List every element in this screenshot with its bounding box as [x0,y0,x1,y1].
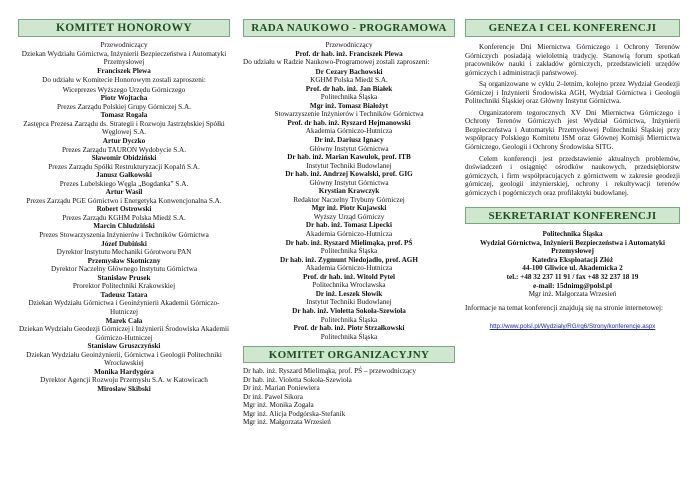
honorary-member-name: Przemysław Skotniczny [87,256,161,265]
honorary-member-role: Zastępca Prezesa Zarządu ds. Strategii i Rozwoju Jastrzębskiej Spółki Węglowej S.A. [23,119,225,137]
secretariat-contact-person: Mgr inż. Małgorzata Wrzesień [528,290,617,299]
honorary-committee-column [18,0,230,393]
honorary-chair-label: Przewodniczący [100,41,148,49]
genesis-paragraph: Konferencje Dni Miernictwa Górniczego i Ochrony Terenów Górniczych posiadają wieloletnią tradycję. Stanowią forum spotkań pracowników nauki i zakładów górniczych, przedstawicieli urzędów górniczych i administracji państwowej. [465,43,680,77]
honorary-member-name: Stanisław Gruszczyński [87,342,161,351]
organizing-member: Dr hab. inż. Ryszard Mielimąka, prof. PŚ – przewodniczący [243,367,416,376]
council-intro: Do udziału w Radzie Naukowo-Programowej zostali zaproszeni: [243,58,430,67]
honorary-member-name: Piotr Wojtacha [100,94,148,103]
honorary-chair-name: Franciszek Plewa [97,66,151,75]
organizing-member: Mgr inż. Małgorzata Wrzesień [243,418,331,427]
genesis-header: GENEZA I CEL KONFERENCJI [465,19,680,37]
secretariat-phone: tel.: +48 32 237 11 91 / fax +48 32 237 18 19 [506,273,639,282]
genesis-paragraph: Są organizowane w cyklu 2–letnim, kolejno przez Wydział Geodezji Górniczej i Inżynierii Środowiska AGH, Wydział Górnictwa i Geologii Politechniki Śląskiej oraz Główny Instytut Górnictwa. [465,80,680,106]
honorary-member-name: Stanisław Prusek [97,273,151,282]
honorary-member-name: Mirosław Skibski [97,384,151,393]
council-member-affiliation: Stowarzyszenie Inżynierów i Techników Górnictwa [274,110,424,119]
council-member-affiliation: KGHM Polska Miedź S.A. [310,76,388,85]
conference-info-column [465,0,680,333]
genesis-paragraph: Celem konferencji jest przedstawienie aktualnych problemów, doświadczeń i osiągnięć ośrodków naukowych, przedsiębiorstw górniczych, i firm współpracujących z górnictwem w zakresie geodezji górniczej, geologii inżynierskiej, ochrony i rekultywacji terenów górniczych i pogórniczych oraz profilaktyki budowlanej. [465,154,680,197]
honorary-member-name: Marek Cała [105,316,143,325]
secretariat-address: 44-100 Gliwice ul. Akademicka 2 [522,264,623,273]
council-member-affiliation: Akademia Górniczo-Hutnicza [305,264,393,273]
council-member-affiliation: Politechnika Wrocławska [312,281,386,290]
honorary-member-role: Wiceprezes Wyższego Urzędu Górniczego [62,85,186,94]
organizing-member: Mgr inż. Alicja Podgórska-Stefanik [243,409,346,418]
council-chair-name: Prof. dr hab. inż. Franciszek Plewa [295,49,403,58]
honorary-member-role: Prezes Zarządu Spółki Restrukturyzacji Kopalń S.A. [48,162,200,171]
honorary-member-role: Prezes Zarządu KGHM Polska Miedź S.A. [62,213,186,222]
council-member-name: Prof. dr hab. inż. Jan Białek [305,84,393,93]
honorary-member-role: Prezes Zarządu PGE Górnictwo i Energetyka Konwencjonalna S.A. [26,196,222,205]
honorary-member-role: Dziekan Wydziału Geodezji Górniczej i Inżynierii Środowiska Akademii Górniczo-Hutniczej [18,325,229,342]
honorary-member-name: Artur Dyczko [102,137,146,146]
secretariat-header: SEKRETARIAT KONFERENCJI [465,207,680,224]
council-member-name: Dr hab. inż. Zygmunt Niedojadło, prof. AGH [280,255,418,264]
organizing-member: Dr hab. inż. Violetta Sokoła-Szewioła [243,375,352,384]
council-member-affiliation: Wyższy Urząd Górniczy [313,212,385,221]
council-member-affiliation: Główny Instytut Górnictwa [309,144,389,153]
honorary-member-role: Dziekan Wydziału Górnictwa i Geoinżynierii Akademii Górniczo-Hutniczej [28,299,220,316]
council-member-name: Prof. dr hab. inż. Piotr Strzałkowski [293,324,405,333]
council-member-affiliation: Politechnika Śląska [320,93,378,102]
council-member-name: Mgr inż. Tomasz Białożyt [309,101,389,110]
honorary-chair-role: Dziekan Wydziału Górnictwa, Inżynierii Bezpieczeństwa i Automatyki Przemysłowej [21,49,227,67]
conference-website-link[interactable]: http://www.polsl.pl/Wydzialy/RG/rg6/Strony/konferencje.aspx [489,323,656,331]
council-member-name: Prof. dr hab. inż. Witold Pytel [302,272,396,281]
council-member-name: Dr Cezary Bachowski [315,67,383,76]
honorary-member-role: Prorektor Politechniki Krakowskiej [72,282,176,291]
council-member-affiliation: Politechnika Śląska [320,247,378,256]
council-member-name: Krystian Krawczyk [318,187,380,196]
honorary-member-role: Dziekan Wydziału Geoinżynierii, Górnictwa i Geologii Politechniki Wrocławskiej [26,350,222,368]
council-member-name: Dr inż. Dariusz Ignacy [314,136,384,145]
council-member-name: Dr hab. inż. Tomasz Lipecki [305,221,393,230]
honorary-member-role: Prezes Stowarzyszenia Inżynierów i Techników Górnictwa [39,231,209,240]
council-member-affiliation: Akademia Górniczo-Hutnicza [305,230,393,239]
council-member-affiliation: Politechnika Śląska [320,332,378,341]
council-member-name: Prof. dr hab. inż. Ryszard Hejmanowski [287,118,411,127]
scientific-council-column [243,0,455,427]
organizing-member: Dr inż. Paweł Sikora [243,392,303,401]
secretariat-line: Wydział Górnictwa, Inżynierii Bezpieczeństwa i Automatyki Przemysłowej [480,238,665,256]
council-member-name: Dr hab. inż. Violetta Sokoła-Szewioła [292,306,406,315]
honorary-member-name: Tomasz Rogala [100,111,148,120]
honorary-intro: Do udziału w Komitecie Honorowym zostali zaproszeni: [42,76,206,85]
council-member-affiliation: Akademia Górniczo-Hutnicza [305,127,393,136]
genesis-paragraph: Organizatorem tegorocznych XV Dni Miernictwa Górniczego i Ochrony Terenów Górniczych jest Wydział Górnictwa, Inżynierii Bezpieczeństwa i Automatyki Przemysłowej Politechniki Śląskiej przy współpracy Polskiego Komitetu ISM oraz Głównej Komisji Miernictwa Górniczego, Geologii i Ochrony Środowiska SITG. [465,108,680,152]
honorary-member-role: Dyrektor Naczelny Głównego Instytutu Górnictwa [50,265,198,274]
council-member-affiliation: Instytut Techniki Budowlanej [306,298,392,307]
honorary-member-name: Monika Hardygóra [94,367,154,376]
secretariat-line: Politechnika Śląska [542,230,603,239]
council-member-name: Dr hab. inż. Ryszard Mielimąka, prof. PŚ [285,238,413,247]
website-info-text: Informacje na temat konferencji znajdują się na stronie internetowej: [465,303,663,312]
honorary-member-name: Marcin Chludziński [93,222,155,231]
council-member-name: Mgr inż. Piotr Kujawski [311,204,387,213]
secretariat-email[interactable]: e-mail: 15dnimg@polsl.pl [533,281,612,290]
honorary-member-role: Dyrektor Instytutu Mechaniki Górotworu PAN [56,248,192,257]
council-chair-label: Przewodniczący [325,41,373,49]
organizing-member: Mgr inż. Monika Zogała [243,401,314,410]
council-member-affiliation: Główny Instytut Górnictwa [309,178,389,187]
honorary-member-name: Józef Dubiński [101,239,147,248]
council-member-affiliation: Politechnika Śląska [320,315,378,324]
honorary-member-name: Robert Ostrowski [96,205,152,214]
honorary-member-name: Artur Wasil [105,188,143,197]
scientific-council-header: RADA NAUKOWO - PROGRAMOWA [243,19,455,37]
council-member-affiliation: Redaktor Naczelny Trybuny Górniczej [293,195,405,204]
organizing-committee-header: KOMITET ORGANIZACYJNY [243,346,455,363]
council-member-name: Dr hab. inż. Marian Kawulok, prof. ITB [287,153,411,162]
council-members-list [243,68,455,342]
honorary-members-list [18,86,230,394]
organizing-members-list [243,367,455,427]
honorary-member-role: Prezes Zarządu Polskiej Grupy Górniczej S.A. [57,102,191,111]
honorary-member-name: Tadeusz Tatara [100,290,148,299]
secretariat-line: Katedra Eksploatacji Złóż [531,255,614,264]
honorary-member-role: Dyrektor Agencji Rozwoju Przemysłu S.A. w Katowicach [40,376,208,385]
organizing-member: Dr inż. Marian Poniewiera [243,384,320,393]
honorary-member-name: Sławomir Obidziński [91,154,157,163]
honorary-member-name: Janusz Gałkowski [96,171,152,180]
honorary-member-role: Prezes Lubelskiego Węgla „Bogdanka” S.A. [59,179,189,188]
council-member-name: Dr hab. inż. Andrzej Kowalski, prof. GIG [285,170,413,179]
council-member-affiliation: Instytut Techniki Budowlanej [306,161,392,170]
council-member-name: Dr inż. Leszek Słowik [315,289,383,298]
honorary-committee-header: KOMITET HONOROWY [18,19,230,37]
honorary-member-role: Prezes Zarządu TAURON Wydobycie S.A. [61,145,187,154]
